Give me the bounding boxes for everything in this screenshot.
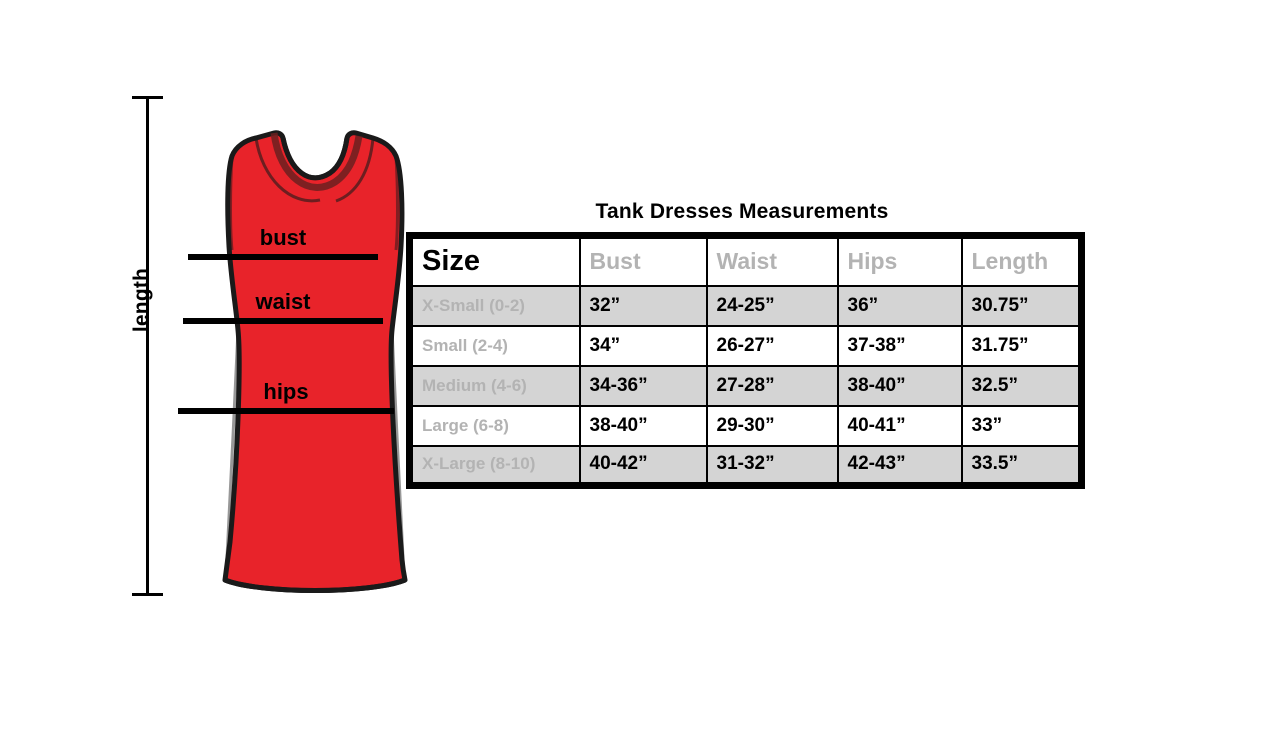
column-header-size: Size: [410, 236, 580, 286]
table-row: [410, 406, 1082, 446]
cell-bust: 32”: [580, 286, 707, 326]
cell-hips: 38-40”: [838, 366, 962, 406]
cell-bust: 38-40”: [580, 406, 707, 446]
tank-dress-icon: [170, 60, 420, 620]
cell-length: 32.5”: [962, 366, 1082, 406]
cell-hips: 40-41”: [838, 406, 962, 446]
waist-label: waist: [255, 289, 311, 314]
length-measure-top-cap: [132, 96, 163, 99]
column-header-waist: Waist: [707, 236, 838, 286]
hips-label: hips: [263, 379, 309, 404]
table-title: Tank Dresses Measurements: [595, 200, 889, 223]
cell-length: 33”: [962, 406, 1082, 446]
cell-length: 31.75”: [962, 326, 1082, 366]
cell-size: Medium (4-6): [410, 366, 580, 406]
cell-hips: 37-38”: [838, 326, 962, 366]
cell-waist: 24-25”: [707, 286, 838, 326]
table-row: [410, 286, 1082, 326]
cell-size: X-Small (0-2): [410, 286, 580, 326]
column-header-length: Length: [962, 236, 1082, 286]
size-chart-table: [406, 232, 1085, 489]
table-row: [410, 366, 1082, 406]
table-row: [410, 326, 1082, 366]
cell-hips: 42-43”: [838, 446, 962, 486]
cell-size: Large (6-8): [410, 406, 580, 446]
cell-hips: 36”: [838, 286, 962, 326]
cell-bust: 34-36”: [580, 366, 707, 406]
column-header-bust: Bust: [580, 236, 707, 286]
measurements-panel: [406, 200, 1078, 489]
cell-waist: 29-30”: [707, 406, 838, 446]
cell-bust: 34”: [580, 326, 707, 366]
cell-waist: 26-27”: [707, 326, 838, 366]
length-measure-bottom-cap: [132, 593, 163, 596]
table-header-row: [410, 236, 1082, 286]
cell-waist: 31-32”: [707, 446, 838, 486]
cell-length: 33.5”: [962, 446, 1082, 486]
garment-illustration: [120, 60, 420, 620]
cell-waist: 27-28”: [707, 366, 838, 406]
cell-bust: 40-42”: [580, 446, 707, 486]
waist-measure-bar: [183, 318, 383, 324]
cell-size: X-Large (8-10): [410, 446, 580, 486]
column-header-hips: Hips: [838, 236, 962, 286]
bust-label: bust: [259, 225, 307, 250]
cell-length: 30.75”: [962, 286, 1082, 326]
hips-measure-bar: [178, 408, 394, 414]
cell-size: Small (2-4): [410, 326, 580, 366]
length-label: length: [130, 267, 153, 333]
table-row: [410, 446, 1082, 486]
bust-measure-bar: [188, 254, 378, 260]
